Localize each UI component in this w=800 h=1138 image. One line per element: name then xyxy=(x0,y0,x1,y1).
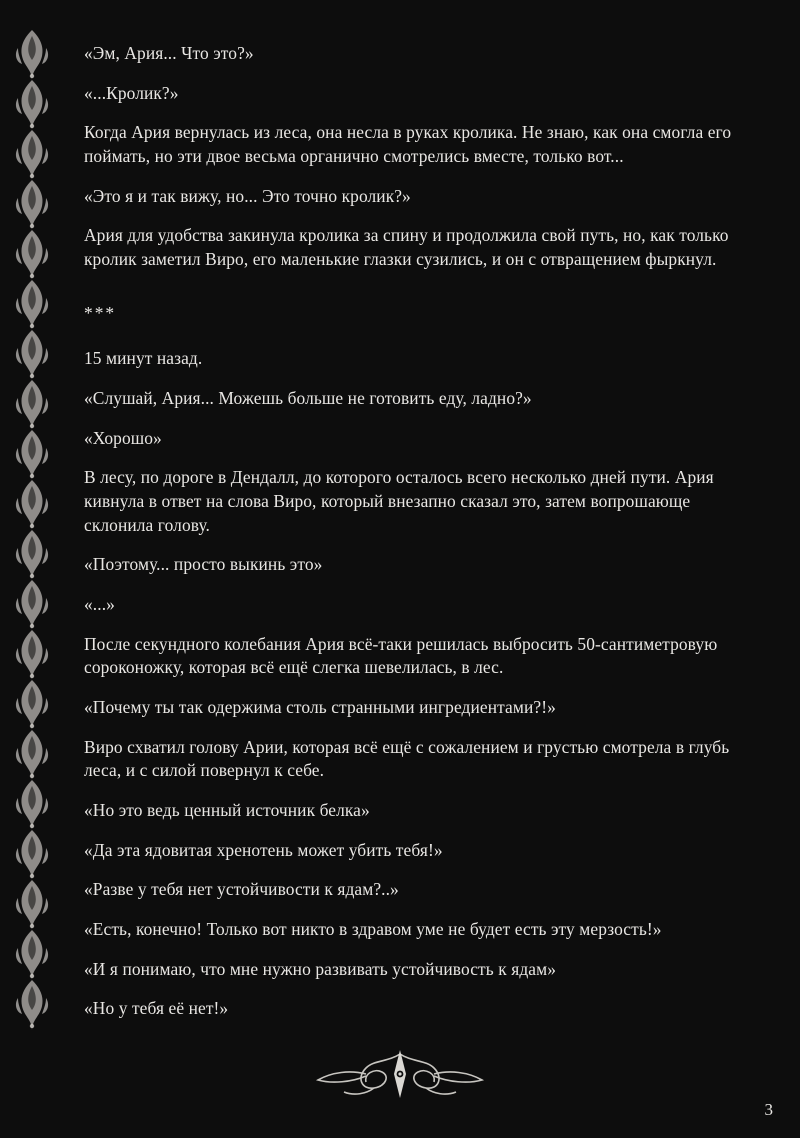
paragraph: «Но у тебя её нет!» xyxy=(84,998,229,1019)
flourish-divider-ornament xyxy=(0,1044,800,1104)
page-number: 3 xyxy=(764,1100,773,1119)
paragraph: Когда Ария вернулась из леса, она несла в руках кролика. Не знаю, как она смогла его поймать, но эти двое весьма органично смотрелись вместе, только вот... xyxy=(84,122,732,167)
paragraph: «...» xyxy=(84,594,115,615)
paragraph: «Слушай, Ария... Можешь больше не готовить еду, ладно?» xyxy=(84,388,532,409)
paragraph: «Почему ты так одержима столь странными ингредиентами?!» xyxy=(84,697,556,718)
paragraph: После секундного колебания Ария всё-таки решилась выбросить 50-сантиметровую сороконожку, которая всё ещё слегка шевелилась, в лес. xyxy=(84,633,718,678)
paragraph: «Хорошо» xyxy=(84,427,162,448)
paragraph: «Поэтому... просто выкинь это» xyxy=(84,554,323,575)
page-text-body xyxy=(84,42,740,1037)
paragraph: «Это я и так вижу, но... Это точно кролик?» xyxy=(84,185,411,206)
paragraph: «И я понимаю, что мне нужно развивать устойчивость к ядам» xyxy=(84,958,556,979)
vine-scroll-border-ornament xyxy=(14,30,50,1030)
paragraph: «Эм, Ария... Что это?» xyxy=(84,43,254,63)
paragraph: Ария для удобства закинула кролика за спину и продолжила свой путь, но, как только кролик заметил Виро, его маленькие глазки сузились, и он с отвращением фыркнул. xyxy=(84,225,729,270)
paragraph: Виро схватил голову Арии, которая всё ещё с сожалением и грустью смотрела в глубь леса, и с силой повернул к себе. xyxy=(84,736,730,781)
paragraph: «Да эта ядовитая хренотень может убить тебя!» xyxy=(84,839,443,860)
paragraph: «Но это ведь ценный источник белка» xyxy=(84,800,370,821)
paragraph: «...Кролик?» xyxy=(84,82,179,103)
paragraph: 15 минут назад. xyxy=(84,348,203,369)
paragraph: В лесу, по дороге в Дендалл, до которого осталось всего несколько дней пути. Ария кивнула в ответ на слова Виро, который внезапно сказал это, затем вопрошающе склонила голову. xyxy=(84,467,714,535)
paragraph: «Разве у тебя нет устойчивости к ядам?..» xyxy=(84,879,399,900)
scene-break-divider: *** xyxy=(84,302,117,323)
paragraph: «Есть, конечно! Только вот никто в здравом уме не будет есть эту мерзость!» xyxy=(84,919,662,940)
